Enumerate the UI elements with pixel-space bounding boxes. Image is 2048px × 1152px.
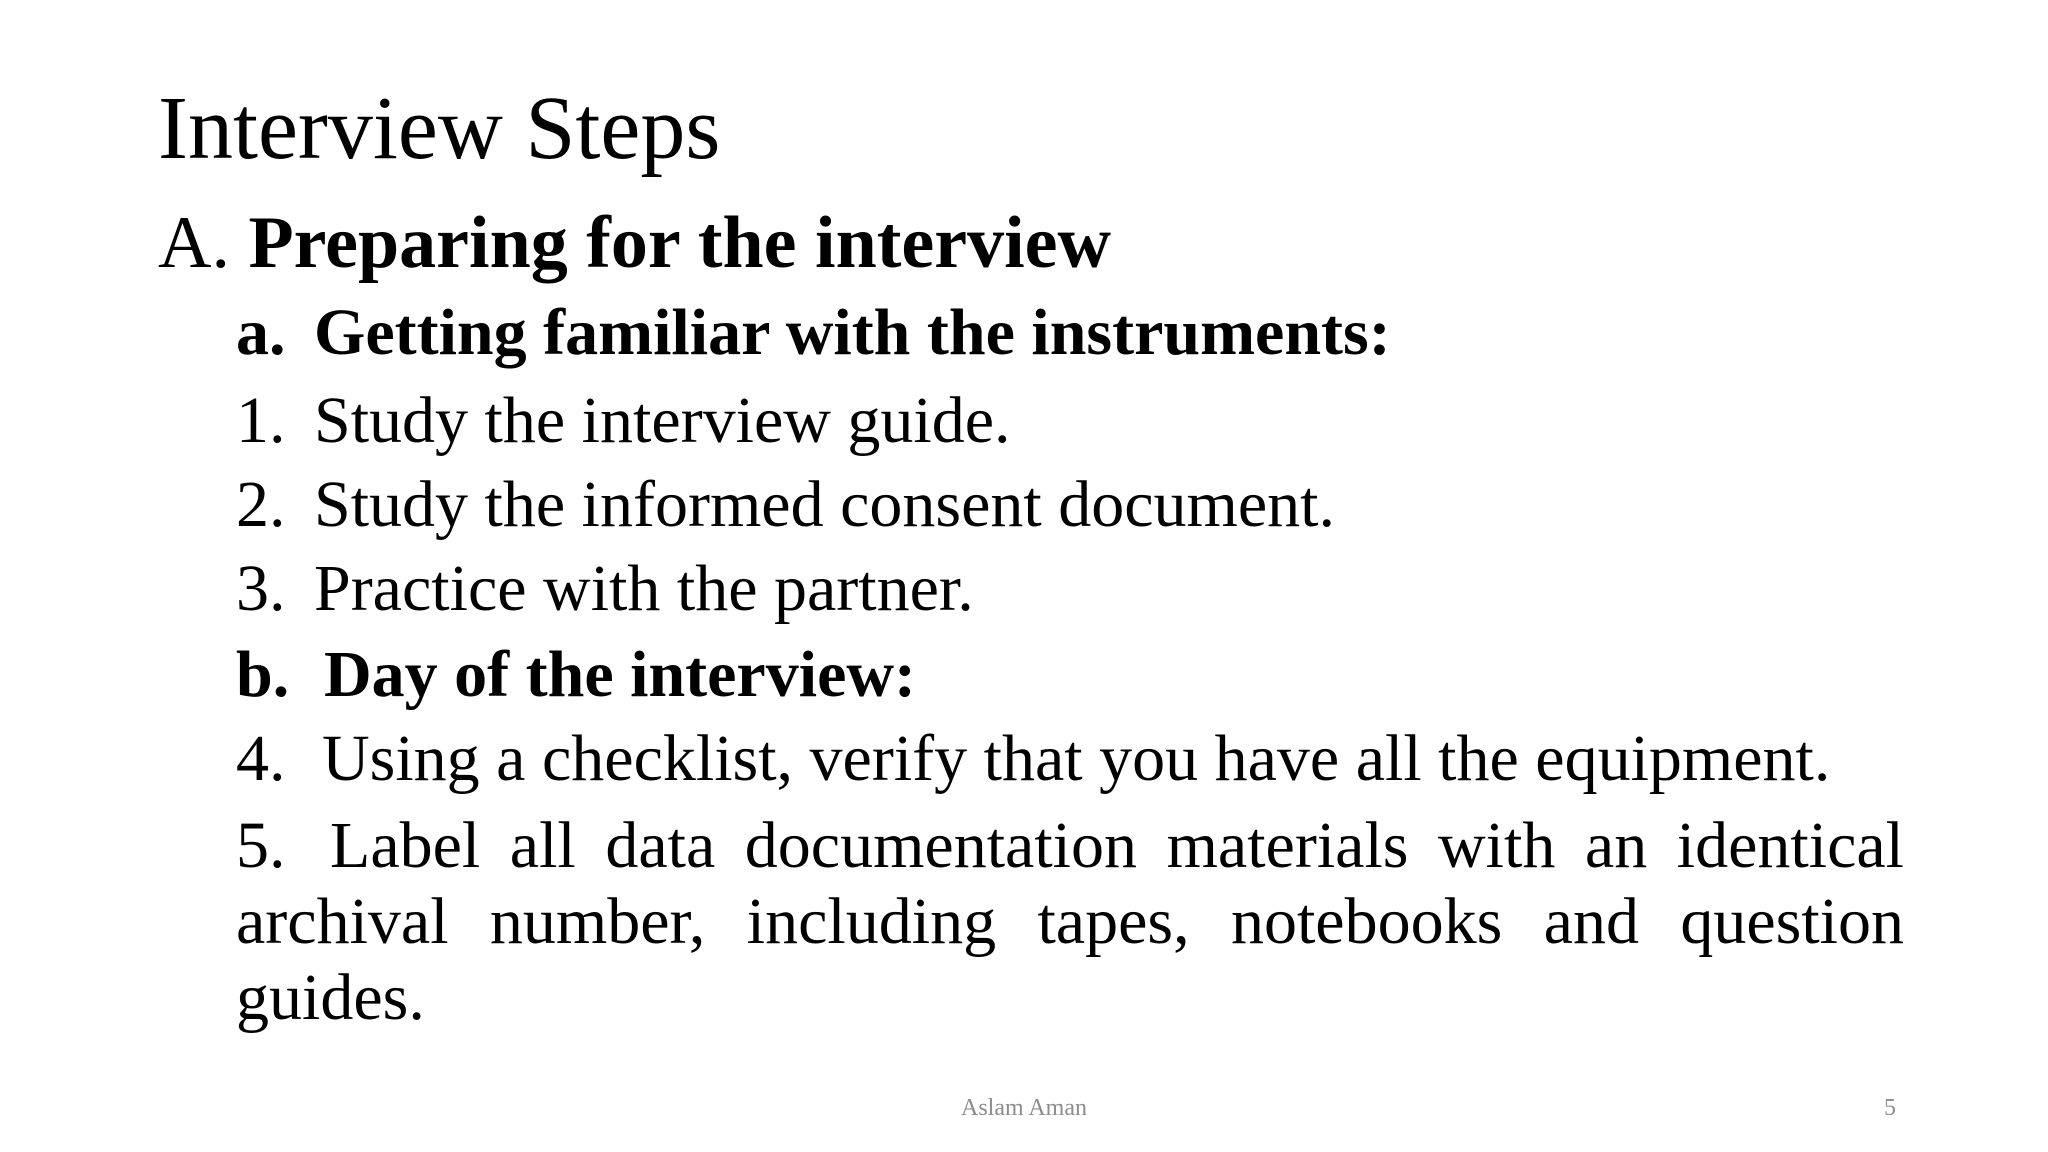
- footer-author: Aslam Aman: [961, 1095, 1087, 1121]
- section-heading: [158, 202, 1111, 284]
- page-number: 5: [1884, 1095, 1896, 1121]
- subheading-getting-familiar: [236, 296, 1391, 369]
- item-marker: 2.: [236, 468, 286, 541]
- section-marker: A.: [158, 202, 230, 284]
- slide-title: Interview Steps: [158, 79, 721, 178]
- item-marker: 5.: [236, 809, 286, 882]
- item-text: Getting familiar with the instruments:: [314, 296, 1391, 369]
- item-text: Label all data documentation materials with an identical archival number, including tapes, notebooks and question guides.: [236, 809, 1904, 1034]
- item-marker: 4.: [236, 722, 286, 795]
- item-text: Study the informed consent document.: [314, 468, 1335, 541]
- list-item-2: [236, 468, 1335, 541]
- section-label: Preparing for the interview: [248, 202, 1111, 284]
- list-item-5: [236, 808, 1904, 1036]
- item-text: Study the interview guide.: [314, 384, 1011, 457]
- list-item-3: [236, 552, 974, 625]
- subheading-day-of-interview: [236, 638, 917, 711]
- item-marker: 1.: [236, 384, 286, 457]
- list-item-4: [236, 722, 1831, 795]
- item-marker: 3.: [236, 552, 286, 625]
- item-text: Day of the interview:: [324, 638, 917, 711]
- item-text: Using a checklist, verify that you have all the equipment.: [322, 722, 1831, 795]
- item-marker: a.: [236, 296, 286, 369]
- item-marker: b.: [236, 638, 290, 711]
- list-item-1: [236, 384, 1011, 457]
- item-text: Practice with the partner.: [314, 552, 974, 625]
